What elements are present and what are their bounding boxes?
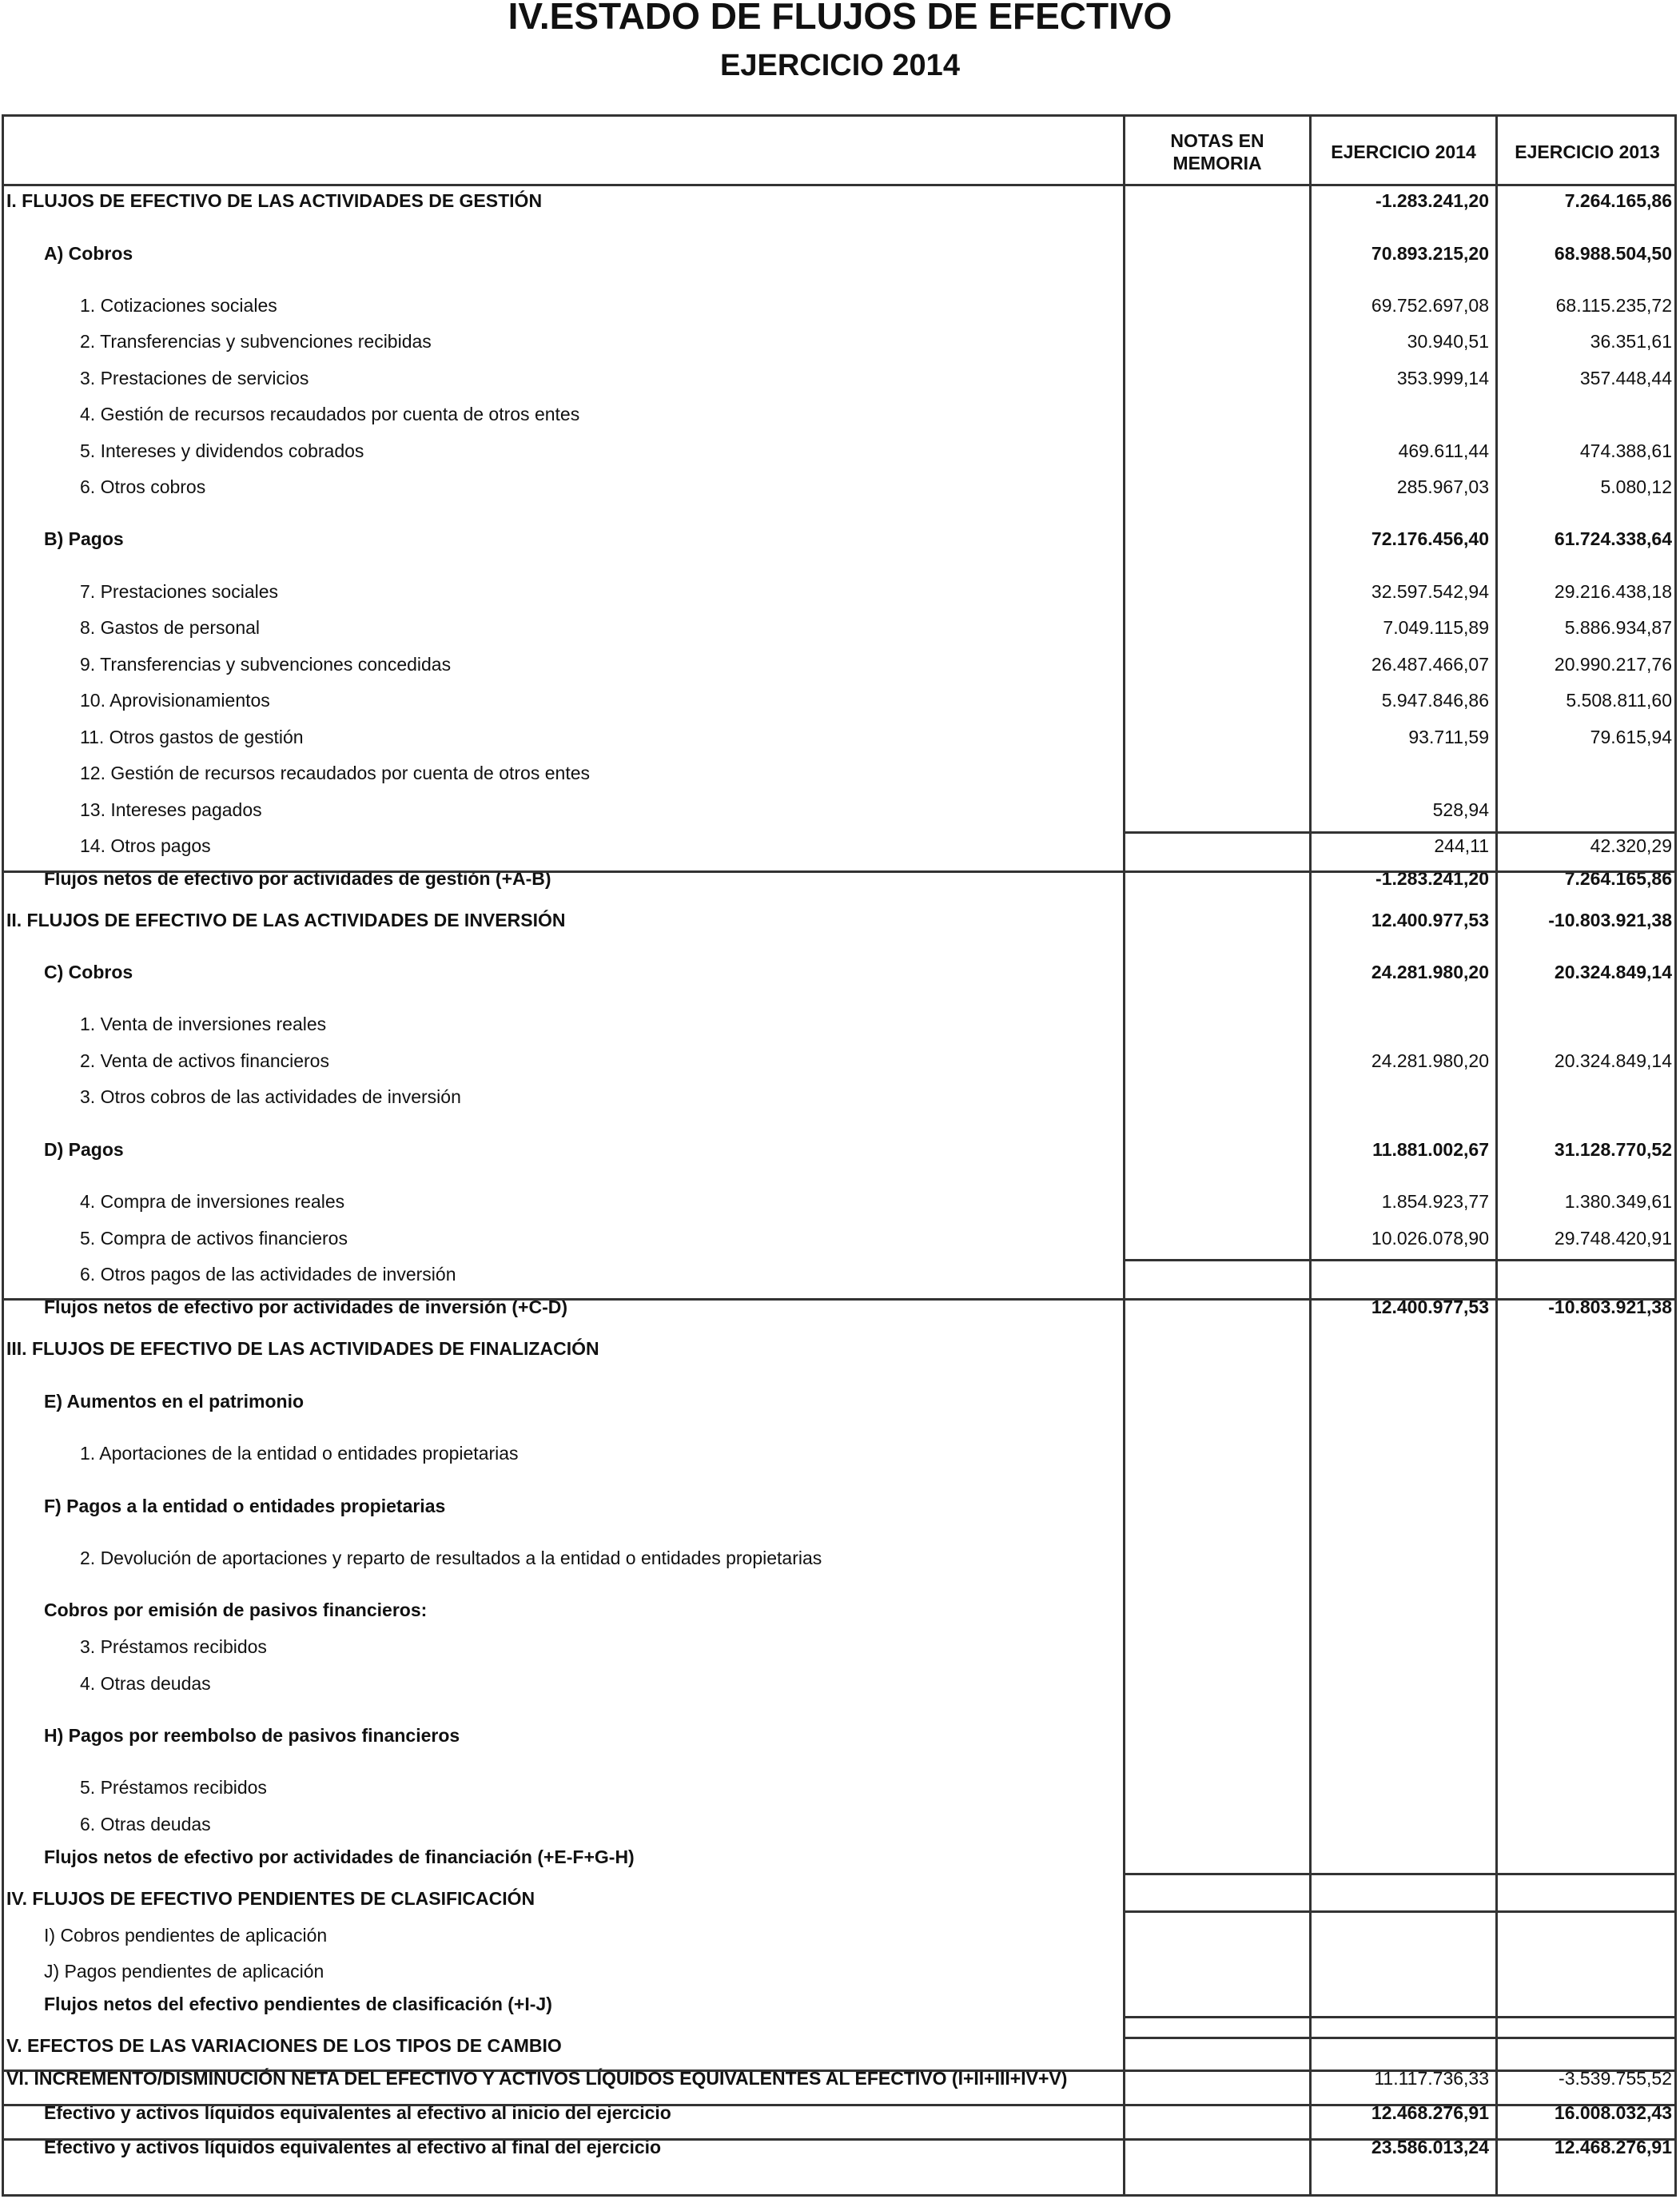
row-label: Flujos netos de efectivo por actividades de financiación (+E-F+G-H) [44,1846,635,1867]
table-row [4,1888,1674,1912]
column-header-2013: EJERCICIO 2013 [1515,141,1660,162]
cell-divider [1123,1910,1674,1913]
row-label: A) Cobros [44,243,133,264]
page-subtitle: EJERCICIO 2014 [720,49,960,82]
cell-divider [1123,831,1674,834]
table-row [4,727,1674,751]
row-label: II. FLUJOS DE EFECTIVO DE LAS ACTIVIDADES DE INVERSIÓN [6,910,566,930]
value-2013: 42.320,29 [1590,835,1672,856]
value-2014: 70.893.215,20 [1371,243,1489,264]
table-row [4,368,1674,392]
row-label: 11. Otros gastos de gestión [80,727,304,747]
row-label: J) Pagos pendientes de aplicación [44,1961,324,1982]
table-row [4,1391,1674,1415]
value-2014: 244,11 [1434,835,1489,856]
row-label: Cobros por emisión de pasivos financieros: [44,1599,428,1620]
cell-divider [1123,2016,1674,2018]
table-row [4,1228,1674,1252]
row-divider [4,1298,1674,1301]
row-label: 5. Intereses y dividendos cobrados [80,440,364,461]
row-label: 3. Prestaciones de servicios [80,368,309,388]
table-row [4,1086,1674,1110]
row-label: 2. Devolución de aportaciones y reparto de resultados a la entidad o entidades propietarias [80,1548,822,1568]
value-2013: 79.615,94 [1590,727,1672,747]
value-2014: -1.283.241,20 [1375,190,1489,211]
cell-divider [1123,1259,1674,1261]
value-2014: 93.711,59 [1408,727,1489,747]
row-label: 1. Aportaciones de la entidad o entidades propietarias [80,1443,519,1464]
table-row [4,295,1674,319]
value-2013: 1.380.349,61 [1564,1191,1672,1212]
row-label: 2. Transferencias y subvenciones recibidas [80,331,432,352]
row-label: I) Cobros pendientes de aplicación [44,1925,328,1946]
value-2014: 24.281.980,20 [1371,1050,1489,1071]
table-row [4,835,1674,859]
column-header-notes: NOTAS EN MEMORIA [1170,129,1264,173]
row-label: III. FLUJOS DE EFECTIVO DE LAS ACTIVIDADES DE FINALIZACIÓN [6,1338,599,1359]
row-label: Efectivo y activos líquidos equivalentes al efectivo al inicio del ejercicio [44,2102,671,2123]
row-label: IV. FLUJOS DE EFECTIVO PENDIENTES DE CLASIFICACIÓN [6,1888,535,1909]
value-2014: 72.176.456,40 [1371,528,1489,549]
table-row [4,440,1674,464]
value-2013: 68.115.235,72 [1555,295,1672,316]
row-label: D) Pagos [44,1139,124,1160]
value-2014: 353.999,14 [1396,368,1489,388]
value-2014: 7.049.115,89 [1383,617,1489,638]
value-2014: 69.752.697,08 [1371,295,1489,316]
value-2014: -1.283.241,20 [1375,868,1489,889]
value-2014: 24.281.980,20 [1371,962,1489,982]
value-2013: 20.324.849,14 [1554,1050,1672,1071]
table-row [4,1014,1674,1038]
table-row [4,1777,1674,1801]
value-2014: 285.967,03 [1396,476,1489,497]
row-divider [4,2138,1674,2141]
table-row [4,1338,1674,1362]
table-row [4,1994,1674,2018]
table-row [4,799,1674,823]
value-2014: 1.854.923,77 [1381,1191,1489,1212]
value-2014: 32.597.542,94 [1371,581,1489,602]
value-2013: 12.468.276,91 [1554,2137,1672,2157]
row-label: 8. Gastos de personal [80,617,261,638]
row-label: I. FLUJOS DE EFECTIVO DE LAS ACTIVIDADES DE GESTIÓN [6,190,543,211]
value-2013: 5.508.811,60 [1566,690,1672,711]
row-divider [4,2070,1674,2072]
row-label: F) Pagos a la entidad o entidades propietarias [44,1496,446,1516]
row-label: VI. INCREMENTO/DISMINUCIÓN NETA DEL EFECTIVO Y ACTIVOS LÍQUIDOS EQUIVALENTES AL EFECTIVO (I+II+III+IV+V) [6,2068,1068,2089]
value-2013: 31.128.770,52 [1554,1139,1672,1160]
value-2014: 12.400.977,53 [1371,1297,1489,1317]
table-row [4,1814,1674,1838]
row-label: 13. Intereses pagados [80,799,262,820]
table-row [4,581,1674,605]
value-2013: 61.724.338,64 [1554,528,1672,549]
cell-divider [1123,2037,1674,2039]
row-label: 2. Venta de activos financieros [80,1050,329,1071]
table-row [4,331,1674,355]
row-label: 3. Préstamos recibidos [80,1636,267,1657]
table-row [4,617,1674,641]
column-header-2014: EJERCICIO 2014 [1331,141,1476,162]
table-row [4,1139,1674,1163]
table-row [4,1548,1674,1572]
value-2013: 357.448,44 [1579,368,1672,388]
value-2013: 36.351,61 [1590,331,1672,352]
value-2014: 5.947.846,86 [1381,690,1489,711]
value-2013: 7.264.165,86 [1564,190,1672,211]
table-row [4,1050,1674,1074]
row-label: 4. Compra de inversiones reales [80,1191,345,1212]
value-2013: 29.216.438,18 [1554,581,1672,602]
value-2014: 30.940,51 [1407,331,1489,352]
value-2013: 5.080,12 [1600,476,1672,497]
table-row [4,1496,1674,1520]
value-2013: -10.803.921,38 [1548,910,1672,930]
table-row [4,690,1674,714]
table-row [4,243,1674,267]
page-title: IV.ESTADO DE FLUJOS DE EFECTIVO [508,0,1172,37]
column-divider [1123,117,1125,2194]
table-row [4,962,1674,986]
value-2013: 20.324.849,14 [1554,962,1672,982]
row-label: 9. Transferencias y subvenciones concedidas [80,654,452,675]
table-row [4,910,1674,934]
row-label: B) Pagos [44,528,124,549]
value-2013: 5.886.934,87 [1564,617,1672,638]
value-2013: 474.388,61 [1579,440,1672,461]
row-label: 6. Otros pagos de las actividades de inversión [80,1264,456,1285]
table-row [4,1264,1674,1288]
table-row [4,1673,1674,1697]
column-divider [1309,117,1312,2194]
row-label: V. EFECTOS DE LAS VARIACIONES DE LOS TIPOS DE CAMBIO [6,2035,562,2056]
row-label: 4. Gestión de recursos recaudados por cuenta de otros entes [80,404,580,424]
table-row [4,476,1674,500]
value-2014: 12.400.977,53 [1371,910,1489,930]
value-2013: 20.990.217,76 [1554,654,1672,675]
value-2014: 469.611,44 [1398,440,1489,461]
row-label: 14. Otros pagos [80,835,211,856]
row-label: 7. Prestaciones sociales [80,581,279,602]
value-2014: 528,94 [1432,799,1489,820]
row-divider [4,870,1674,873]
table-row [4,190,1674,214]
table-row [4,1636,1674,1660]
value-2014: 10.026.078,90 [1371,1228,1489,1249]
row-label: E) Aumentos en el patrimonio [44,1391,305,1412]
table-row [4,1961,1674,1985]
row-label: 5. Compra de activos financieros [80,1228,348,1249]
row-label: 5. Préstamos recibidos [80,1777,267,1798]
value-2013: 16.008.032,43 [1554,2102,1672,2123]
table-row [4,1443,1674,1467]
row-label: 6. Otros cobros [80,476,206,497]
row-label: C) Cobros [44,962,133,982]
row-label: Efectivo y activos líquidos equivalentes al efectivo al final del ejercicio [44,2137,662,2157]
table-row [4,404,1674,428]
value-2014: 23.586.013,24 [1371,2137,1489,2157]
value-2013: -10.803.921,38 [1548,1297,1672,1317]
value-2013: 68.988.504,50 [1554,243,1672,264]
row-label: H) Pagos por reembolso de pasivos financieros [44,1725,460,1746]
row-label: 12. Gestión de recursos recaudados por cuenta de otros entes [80,763,591,783]
row-label: Flujos netos de efectivo por actividades de inversión (+C-D) [44,1297,568,1317]
header-divider [4,184,1674,186]
cash-flow-statement-table [2,114,1677,2197]
value-2014: 26.487.466,07 [1371,654,1489,675]
row-label: 3. Otros cobros de las actividades de inversión [80,1086,461,1107]
table-row [4,763,1674,787]
value-2014: 11.117.736,33 [1374,2068,1489,2089]
value-2013: 29.748.420,91 [1554,1228,1672,1249]
row-label: 10. Aprovisionamientos [80,690,270,711]
value-2014: 11.881.002,67 [1372,1139,1489,1160]
table-row [4,1725,1674,1749]
value-2013: 7.264.165,86 [1564,868,1672,889]
table-row [4,1925,1674,1949]
row-label: 4. Otras deudas [80,1673,211,1694]
row-divider [4,2104,1674,2106]
row-label: 1. Venta de inversiones reales [80,1014,327,1034]
value-2014: 12.468.276,91 [1371,2102,1489,2123]
row-label: 6. Otras deudas [80,1814,211,1834]
column-divider [1495,117,1498,2194]
row-label: 1. Cotizaciones sociales [80,295,277,316]
cell-divider [1123,1873,1674,1875]
table-row [4,654,1674,678]
row-label: Flujos netos de efectivo por actividades de gestión (+A-B) [44,868,551,889]
value-2013: -3.539.755,52 [1559,2068,1672,2089]
table-row [4,1599,1674,1623]
table-row [4,1846,1674,1870]
table-row [4,1191,1674,1215]
row-label: Flujos netos del efectivo pendientes de clasificación (+I-J) [44,1994,552,2014]
table-row [4,528,1674,552]
